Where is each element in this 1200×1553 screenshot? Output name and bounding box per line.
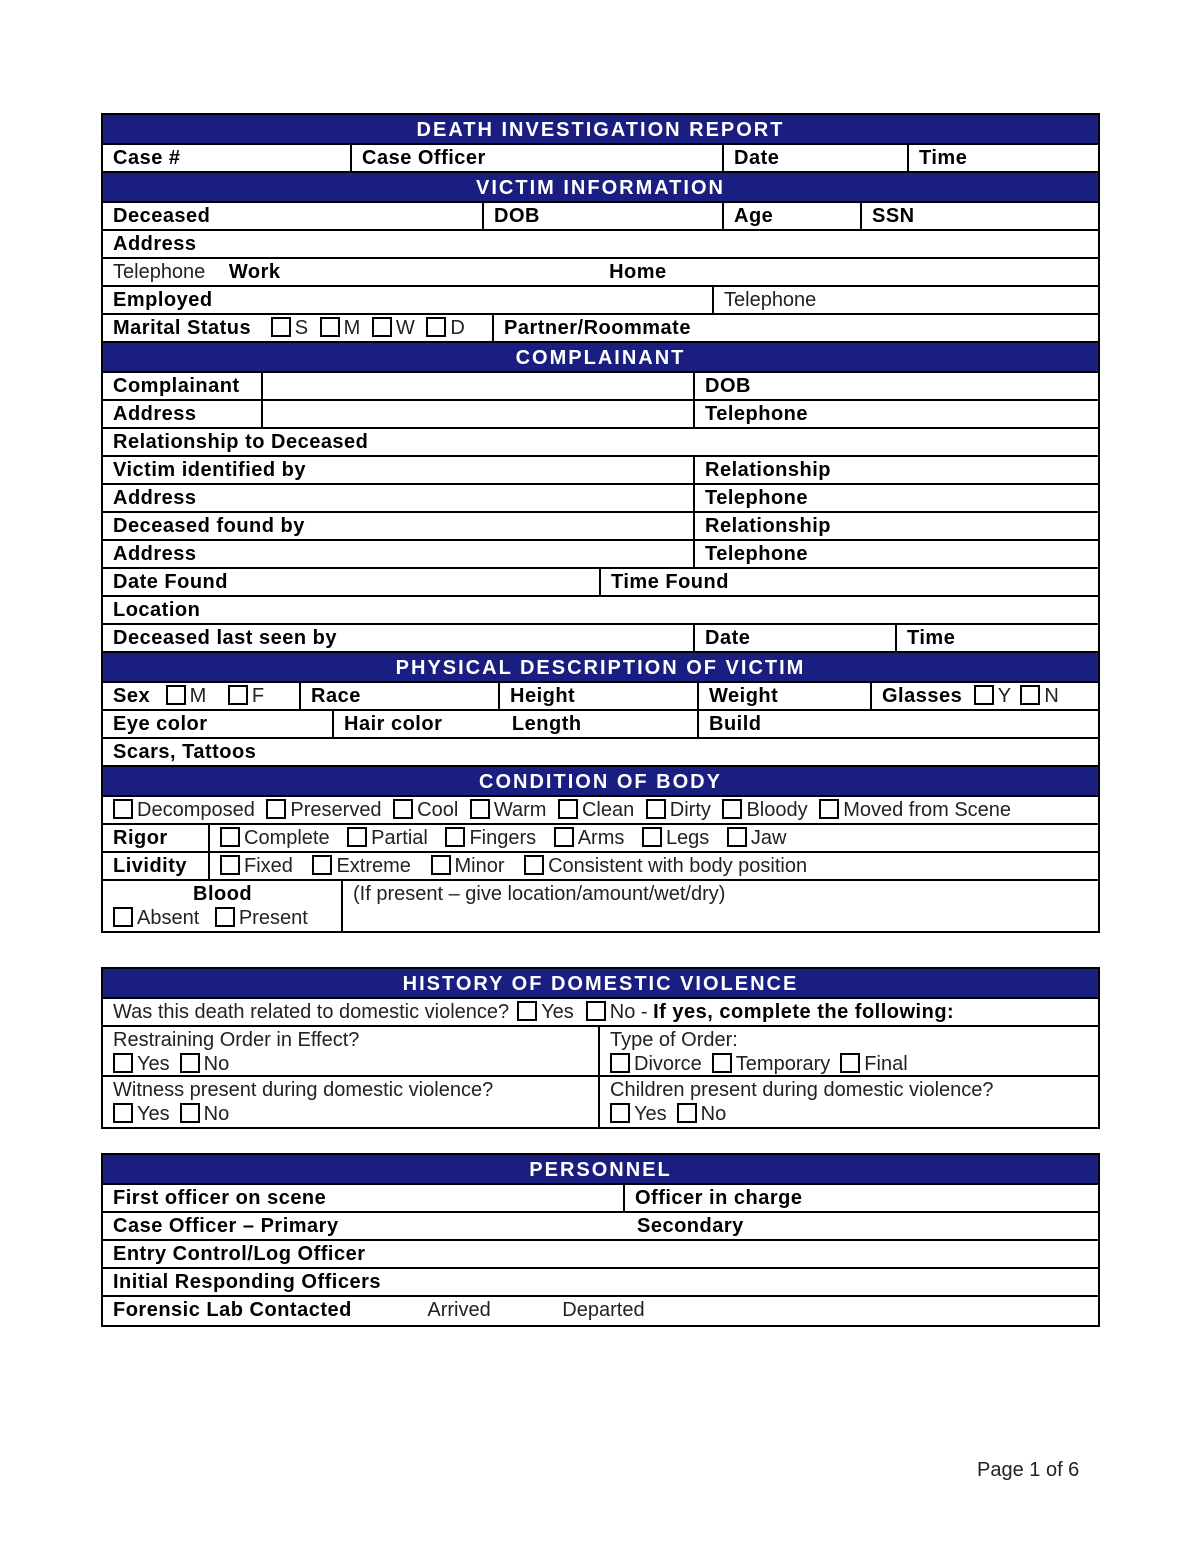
employed-row [103,287,1098,315]
sex-f-label: F [251,685,265,707]
rigor-fingers-checkbox[interactable] [445,827,465,847]
order-temporary-label: Temporary [735,1053,831,1075]
dirty-checkbox[interactable] [646,799,666,819]
sex-f-checkbox[interactable] [228,685,248,705]
rigor-legs-checkbox[interactable] [642,827,662,847]
date-found-field[interactable]: Date Found [103,569,601,595]
scars-tattoos-field[interactable]: Scars, Tattoos [113,741,257,763]
order-type-field [600,1027,1098,1075]
eye-color-field[interactable]: Eye color [103,711,334,737]
rigor-row [103,825,1098,853]
complainant-address-field[interactable] [263,401,695,427]
lividity-fixed-checkbox[interactable] [220,855,240,875]
restraining-row [103,1027,1098,1077]
victim-telephone-field[interactable] [103,259,1098,285]
personnel-form [101,1153,1100,1327]
sex-m-label: M [189,685,207,707]
warm-checkbox[interactable] [470,799,490,819]
entry-control-field[interactable]: Entry Control/Log Officer [113,1243,366,1265]
deceased-field[interactable]: Deceased [103,203,484,229]
hair-field[interactable] [334,711,699,737]
complainant-section-header: COMPLAINANT [103,343,1098,373]
case-number-field[interactable]: Case # [103,145,352,171]
identifier-address-field[interactable]: Address [103,485,695,511]
report-title: DEATH INVESTIGATION REPORT [103,115,1098,145]
dirty-label: Dirty [669,799,711,821]
complainant-dob-field[interactable]: DOB [705,375,751,397]
marital-row [103,315,1098,343]
identifier-address-row [103,485,1098,513]
order-divorce-label: Divorce [634,1053,702,1075]
physical-section-header: PHYSICAL DESCRIPTION OF VICTIM [103,653,1098,683]
victim-telephone-row[interactable] [103,259,1098,287]
marital-s-checkbox[interactable] [271,317,291,337]
moved-from-scene-label: Moved from Scene [843,799,1012,821]
sex-label: Sex [113,685,151,707]
relationship-to-deceased-field[interactable]: Relationship to Deceased [113,431,369,453]
case-row [103,145,1098,173]
forensic-lab-field[interactable] [103,1297,1098,1325]
blood-label: Blood [193,883,253,905]
lividity-minor-label: Minor [454,855,505,877]
bloody-label: Bloody [746,799,808,821]
rigor-jaw-label: Jaw [750,827,787,849]
rigor-jaw-checkbox[interactable] [727,827,747,847]
cool-checkbox[interactable] [393,799,413,819]
order-final-label: Final [864,1053,908,1075]
preserved-label: Preserved [290,799,382,821]
finder-relationship-field[interactable]: Relationship [705,515,832,537]
sex-row [103,683,1098,711]
victim-address-field[interactable]: Address [113,233,197,255]
identified-by-field[interactable]: Victim identified by [103,457,695,483]
identifier-telephone-field[interactable]: Telephone [705,487,809,509]
glasses-y-label: Y [997,685,1011,707]
finder-address-field[interactable]: Address [103,541,695,567]
height-field[interactable]: Height [500,683,699,709]
cool-label: Cool [417,799,459,821]
bloody-checkbox[interactable] [722,799,742,819]
officer-in-charge-field[interactable]: Officer in charge [635,1187,803,1209]
dv-yes-label: Yes [541,1001,574,1023]
children-yes-checkbox[interactable] [610,1103,630,1123]
lividity-consistent-checkbox[interactable] [524,855,544,875]
relationship-row [103,429,1098,457]
children-no-checkbox[interactable] [677,1103,697,1123]
first-officer-field[interactable]: First officer on scene [103,1185,625,1211]
restraining-no-label: No [203,1053,230,1075]
complainant-address-label: Address [103,401,263,427]
blood-note-field[interactable]: (If present – give location/amount/wet/dry) [353,883,726,905]
witness-yes-checkbox[interactable] [113,1103,133,1123]
initial-responding-row [103,1269,1098,1297]
moved-from-scene-checkbox[interactable] [819,799,839,819]
glasses-label: Glasses [882,685,963,707]
partner-roommate-field[interactable]: Partner/Roommate [504,317,691,339]
marital-m-checkbox[interactable] [320,317,340,337]
order-type-label: Type of Order: [610,1029,738,1051]
page-number: Page 1 of 6 [977,1459,1080,1481]
time-found-field[interactable]: Time Found [611,571,729,593]
lividity-row [103,853,1098,881]
dv-yes-checkbox[interactable] [517,1001,537,1021]
deceased-row [103,203,1098,231]
lividity-minor-checkbox[interactable] [431,855,451,875]
restraining-yes-checkbox[interactable] [113,1053,133,1073]
glasses-n-label: N [1044,685,1059,707]
found-by-field[interactable]: Deceased found by [103,513,695,539]
lividity-consistent-label: Consistent with body position [548,855,808,877]
marital-d-label: D [450,317,465,339]
lividity-options [210,853,1098,879]
lividity-label: Lividity [103,853,210,879]
rigor-legs-label: Legs [665,827,710,849]
last-seen-row [103,625,1098,653]
order-temporary-checkbox[interactable] [712,1053,732,1073]
witness-row [103,1077,1098,1127]
dv-no-label: No - [609,1001,654,1023]
clean-label: Clean [581,799,635,821]
victim-section-header: VICTIM INFORMATION [103,173,1098,203]
case-officer-field[interactable]: Case Officer [352,145,724,171]
rigor-arms-checkbox[interactable] [554,827,574,847]
warm-label: Warm [493,799,547,821]
first-officer-row [103,1185,1098,1213]
children-no-label: No [700,1103,727,1125]
build-field[interactable]: Build [709,713,762,735]
order-divorce-checkbox[interactable] [610,1053,630,1073]
blood-present-label: Present [238,907,308,929]
order-final-checkbox[interactable] [840,1053,860,1073]
weight-field[interactable]: Weight [699,683,872,709]
last-seen-by-field[interactable]: Deceased last seen by [103,625,695,651]
telephone-label: Telephone [113,261,206,283]
location-row [103,597,1098,625]
rigor-complete-checkbox[interactable] [220,827,240,847]
personnel-section-header: PERSONNEL [103,1155,1098,1185]
found-by-row [103,513,1098,541]
identifier-relationship-field[interactable]: Relationship [705,459,832,481]
last-seen-date-field[interactable]: Date [695,625,897,651]
marital-s-label: S [294,317,309,339]
witness-yes-label: Yes [137,1103,170,1125]
location-field[interactable]: Location [113,599,201,621]
decomposed-label: Decomposed [137,799,255,821]
scars-row [103,739,1098,767]
marital-w-label: W [395,317,415,339]
finder-telephone-field[interactable]: Telephone [705,543,809,565]
witness-field [103,1077,600,1127]
hair-length-label: Length [511,713,582,735]
rigor-fingers-label: Fingers [469,827,537,849]
marital-w-checkbox[interactable] [372,317,392,337]
hair-color-label: Hair color [344,713,443,735]
identified-by-row [103,457,1098,485]
restraining-no-checkbox[interactable] [180,1053,200,1073]
race-field[interactable]: Race [301,683,500,709]
rigor-options [210,825,1098,851]
victim-age-field[interactable]: Age [724,203,862,229]
blood-field [103,881,343,931]
victim-ssn-field[interactable]: SSN [872,205,915,227]
complainant-row [103,373,1098,401]
case-time-field[interactable]: Time [919,147,968,169]
secondary-officer-field[interactable]: Secondary [637,1215,744,1237]
marital-m-label: M [343,317,361,339]
glasses-y-checkbox[interactable] [974,685,994,705]
conditions-field [103,797,1098,823]
witness-no-label: No [203,1103,230,1125]
employed-field[interactable]: Employed [103,287,714,313]
witness-no-checkbox[interactable] [180,1103,200,1123]
date-found-row [103,569,1098,597]
dv-no-checkbox[interactable] [586,1001,606,1021]
dv-if-yes-label: If yes, complete the following: [653,1001,955,1023]
children-label: Children present during domestic violence? [610,1079,994,1101]
work-phone-label: Work [228,261,281,283]
marital-status-label: Marital Status [113,317,252,339]
eye-color-row [103,711,1098,739]
victim-dob-field[interactable]: DOB [484,203,724,229]
marital-d-checkbox[interactable] [426,317,446,337]
forensic-lab-label: Forensic Lab Contacted [113,1299,352,1321]
restraining-label: Restraining Order in Effect? [113,1029,360,1051]
arrived-label: Arrived [427,1299,491,1321]
finder-address-row [103,541,1098,569]
case-date-field[interactable]: Date [724,145,909,171]
last-seen-time-field[interactable]: Time [907,627,956,649]
complainant-address-row [103,401,1098,429]
rigor-partial-checkbox[interactable] [347,827,367,847]
preserved-checkbox[interactable] [266,799,286,819]
children-field [600,1077,1098,1127]
rigor-complete-label: Complete [244,827,330,849]
case-officer-primary-field[interactable]: Case Officer – Primary [113,1215,339,1237]
restraining-yes-label: Yes [137,1053,170,1075]
forensic-lab-row [103,1297,1098,1325]
complainant-field[interactable] [263,373,695,399]
restraining-field [103,1027,600,1075]
glasses-n-checkbox[interactable] [1020,685,1040,705]
lividity-extreme-checkbox[interactable] [312,855,332,875]
entry-control-row [103,1241,1098,1269]
clean-checkbox[interactable] [558,799,578,819]
sex-field [103,683,301,709]
witness-label: Witness present during domestic violence? [113,1079,494,1101]
dv-question-row [103,999,1098,1027]
decomposed-checkbox[interactable] [113,799,133,819]
home-phone-label: Home [609,261,667,283]
body-section-header: CONDITION OF BODY [103,767,1098,797]
employer-telephone-field[interactable]: Telephone [724,289,817,311]
blood-absent-checkbox[interactable] [113,907,133,927]
departed-label: Departed [562,1299,645,1321]
lividity-extreme-label: Extreme [336,855,411,877]
blood-present-checkbox[interactable] [215,907,235,927]
complainant-label: Complainant [103,373,263,399]
case-officer-row [103,1213,1098,1241]
initial-responding-field[interactable]: Initial Responding Officers [113,1271,381,1293]
complainant-telephone-field[interactable]: Telephone [705,403,809,425]
domestic-violence-form [101,967,1100,1129]
blood-absent-label: Absent [137,907,200,929]
lividity-fixed-label: Fixed [244,855,293,877]
main-report-form [101,113,1100,933]
dv-question-field [103,999,1098,1025]
children-yes-label: Yes [634,1103,667,1125]
dv-question-label: Was this death related to domestic violence? [113,1001,510,1023]
marital-status-field [103,315,494,341]
rigor-partial-label: Partial [371,827,428,849]
blood-row [103,881,1098,931]
sex-m-checkbox[interactable] [166,685,186,705]
conditions-row [103,797,1098,825]
dv-section-header: HISTORY OF DOMESTIC VIOLENCE [103,969,1098,999]
rigor-label: Rigor [103,825,210,851]
victim-address-row [103,231,1098,259]
rigor-arms-label: Arms [577,827,625,849]
glasses-field [872,683,1098,709]
